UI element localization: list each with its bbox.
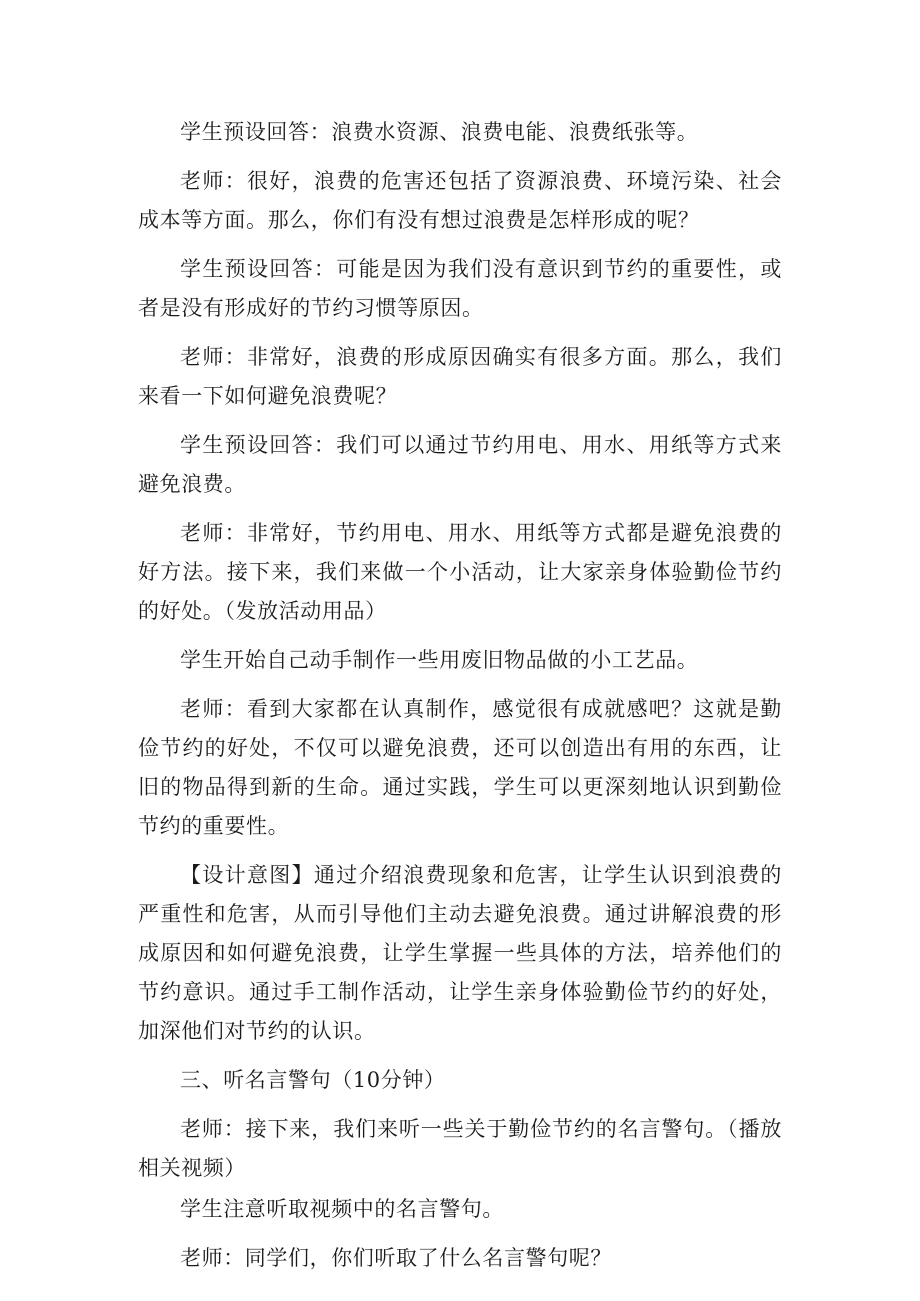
paragraph-teacher-2: 老师：非常好，浪费的形成原因确实有很多方面。那么，我们来看一下如何避免浪费呢？	[138, 345, 782, 408]
paragraph-student-answer-2: 学生预设回答：可能是因为我们没有意识到节约的重要性，或者是没有形成好的节约习惯等原因。	[138, 257, 782, 320]
paragraph-teacher-1: 老师：很好，浪费的危害还包括了资源浪费、环境污染、社会成本等方面。那么，你们有没有想过浪费是怎样形成的呢？	[138, 169, 782, 232]
paragraph-teacher-4: 老师：看到大家都在认真制作，感觉很有成就感吧？这就是勤俭节约的好处，不仅可以避免浪费，还可以创造出有用的东西，让旧的物品得到新的生命。通过实践，学生可以更深刻地认识到勤俭节约的重要性。	[138, 697, 782, 838]
paragraph-teacher-5: 老师：接下来，我们来听一些关于勤俭节约的名言警句。（播放相关视频）	[138, 1117, 782, 1180]
paragraph-student-answer-1: 学生预设回答：浪费水资源、浪费电能、浪费纸张等。	[180, 120, 699, 144]
paragraph-teacher-6: 老师：同学们，你们听取了什么名言警句呢？	[180, 1246, 612, 1270]
paragraph-teacher-3: 老师：非常好，节约用电、用水、用纸等方式都是避免浪费的好方法。接下来，我们来做一个小活动，让大家亲身体验勤俭节约的好处。（发放活动用品）	[138, 521, 782, 623]
paragraph-student-answer-3: 学生预设回答：我们可以通过节约用电、用水、用纸等方式来避免浪费。	[138, 433, 782, 496]
paragraph-design-intent: 【设计意图】通过介绍浪费现象和危害，让学生认识到浪费的严重性和危害，从而引导他们主动去避免浪费。通过讲解浪费的形成原因和如何避免浪费，让学生掌握一些具体的方法，培养他们的节约意识。通过手工制作活动，让学生亲身体验勤俭节约的好处，加深他们对节约的认识。	[138, 863, 782, 1043]
paragraph-student-listen: 学生注意听取视频中的名言警句。	[180, 1197, 504, 1221]
paragraph-student-activity: 学生开始自己动手制作一些用废旧物品做的小工艺品。	[180, 648, 699, 672]
section-heading-quotes: 三、听名言警句（10分钟）	[180, 1068, 446, 1092]
